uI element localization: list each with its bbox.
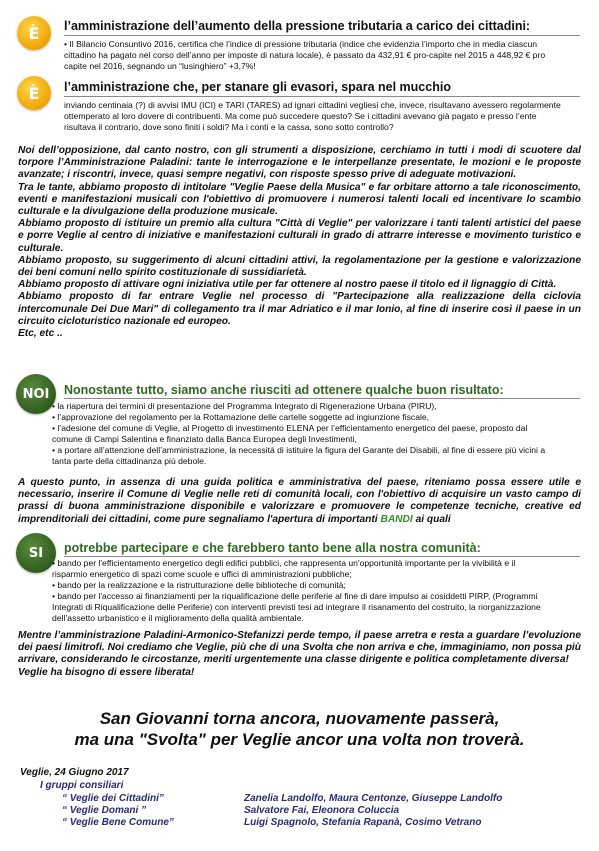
group-members: Zanelia Landolfo, Maura Centonze, Giuseppe Landolfo [244, 793, 503, 804]
group-name: “ Veglie Bene Comune” [62, 817, 174, 828]
section-text: • Il Bilancio Consuntivo 2016, certifica che l’indice di pressione tributaria (indice che evidenzia l’importo che in media ciascun cittadino ha pagato nel corso dell’anno per imposte di natura locale), è passato da 432,91 € pro-capite nel 2015 a 448,92 € pro capite nel 2016, segnando un “lusinghiero” +3,7%! [64, 39, 546, 71]
group-members: Luigi Spagnolo, Stefania Rapanà, Cosimo Vetrano [244, 817, 482, 828]
section-heading: potrebbe partecipare e che farebbero tanto bene alla nostra comunità: [64, 541, 481, 555]
highlight-badge: È [17, 76, 51, 110]
slogan: San Giovanni torna ancora, nuovamente passerà, ma una "Svolta" per Veglie ancor una volta non troverà. [74, 709, 525, 749]
highlight-badge: È [17, 16, 51, 50]
section-heading: l’amministrazione dell’aumento della pressione tributaria a carico dei cittadini: [64, 19, 531, 33]
group-members: Salvatore Fai, Eleonora Coluccia [244, 805, 400, 816]
group-name: “ Veglie Domani ” [62, 805, 147, 816]
divider [64, 35, 580, 36]
results-list: • la riapertura dei termini di presentazione del Programma Integrato di Rigenerazione Urbana (PIRU), • l’approvazione del regolamento per la Rottamazione delle cartelle soggette ad ingiunzione fiscale, • l’adesione del comune di Veglie, al Progetto di investimento ELENA per l’efficientamento energetico del paese, proposto dal comune di Campi Salentina e finanziato dalla Banca Europea degli Investimenti, • a portare all’attenzione dell’amministrazione, la necessità di istituire la figura del Garante dei Disabili, al fine di essere più vicini a tanta parte della cittadinanza più debole. [52, 401, 546, 466]
section-text: inviando centinaia (?) di avvisi IMU (ICI) e TARI (TARES) ad ignari cittadini vegliesi che, invece, risultavano avessero regolarmente ottemperato al loro dovere di contribuenti. Ma come può succedere questo? Se i cittadini avevano già pagato e presso l’ente risultava il contrario, dove sono finiti i soldi? Ma i conti e la cassa, sono sotto controllo? [64, 100, 561, 132]
bandi-list: • bando per l'efficientamento energetico degli edifici pubblici, che rappresenta un'opportunità importante per la vivibilità e il risparmio energetico di spazi come scuole e uffici di amministrazioni pubbliche; • bando per la realizzazione e la ristrutturazione delle biblioteche di comunità; • bando per l'accesso ai finanziamenti per la riqualificazione delle periferie al fine di dare impulso ai cosiddetti PIRP, (Programmi Integrati di Riqualificazione delle Periferie) con interventi previsti tesi ad integrare il risanamento del costruito, la riorganizzazione dell’assetto urbanistico e il miglioramento della qualità ambientale. [52, 558, 541, 623]
si-badge: SI [16, 533, 56, 573]
body-text: Noi dell’opposizione, dal canto nostro, con gli strumenti a disposizione, cerchiamo in tutti i modi di scuotere dal torpore l’Amministrazione Paladini: tante le interrogazione e le interpellanze presentate, le mozioni e le proposte avanzate; i riscontri, invece, quasi sempre negativi, con risposte spesso prive di adeguate motivazioni. Tra le tante, abbiamo proposto di intitolare "Veglie Paese della Musica" e far orbitare attorno a tale riconoscimento, eventi e manifestazioni musicali con l'obiettivo di promuovere i numerosi talenti locali ed incentivare lo scambio culturale e la divulgazione della produzione musicale. Abbiamo proposto di istituire un premio alla cultura "Città di Veglie" per valorizzare i tanti talenti artistici del paese e porre Veglie al centro di iniziative e manifestazioni culturali in grado di attrarre interesse e movimento turistico e culturale. Abbiamo proposto, su suggerimento di alcuni cittadini attivi, la regolamentazione per la gestione e valorizzazione dei beni comuni nello spirito costituzionale di sussidiarietà. Abbiamo proposto di attivare ogni iniziativa utile per far ottenere al nostro paese il titolo ed il lignaggio di Città. Abbiamo proposto di far entrare Veglie nel processo di "Partecipazione alla realizzazione della ciclovia intercomunale Dei Due Mari" di collegamento tra il mar Adriatico e il mar Ionio, al fine di inserire così il paese in un circuito cicloturistico nazionale ed europeo. Etc, etc .. [18, 145, 581, 340]
divider [64, 96, 580, 97]
divider [64, 556, 580, 557]
body-text: A questo punto, in assenza di una guida politica e amministrativa del paese, riteniamo possa essere utile e necessario, inserire il Comune di Veglie nelle reti di comunità locali, con l'obiettivo di acquisire un vasto campo di prassi di buona amministrazione disponibile e valorizzare e promuovere le competenze tecniche, creative ed imprenditoriali dei cittadini, come pure segnaliamo l'apertura di importanti BANDI ai quali [18, 477, 581, 525]
group-name: “ Veglie dei Cittadini” [62, 793, 164, 804]
noi-badge: NOI [16, 374, 56, 414]
body-text: Mentre l’amministrazione Paladini-Armonico-Stefanizzi perde tempo, il paese arretra e resta a guardare l’evoluzione dei paesi limitrofi. Noi crediamo che Veglie, più che di una Svolta che non arriva e che, immaginiamo, non possa più arrivare, considerando le circostanze, meriti urgentemente una classe dirigente e politica completamente diversa! Veglie ha bisogno di essere liberata! [18, 630, 581, 678]
date: Veglie, 24 Giugno 2017 [20, 767, 129, 778]
section-heading: Nonostante tutto, siamo anche riusciti ad ottenere qualche buon risultato: [64, 383, 504, 397]
divider [64, 398, 580, 399]
section-heading: l’amministrazione che, per stanare gli evasori, spara nel mucchio [64, 80, 451, 94]
signature-title: I gruppi consiliari [40, 780, 124, 791]
bandi-highlight: BANDI [380, 513, 413, 525]
